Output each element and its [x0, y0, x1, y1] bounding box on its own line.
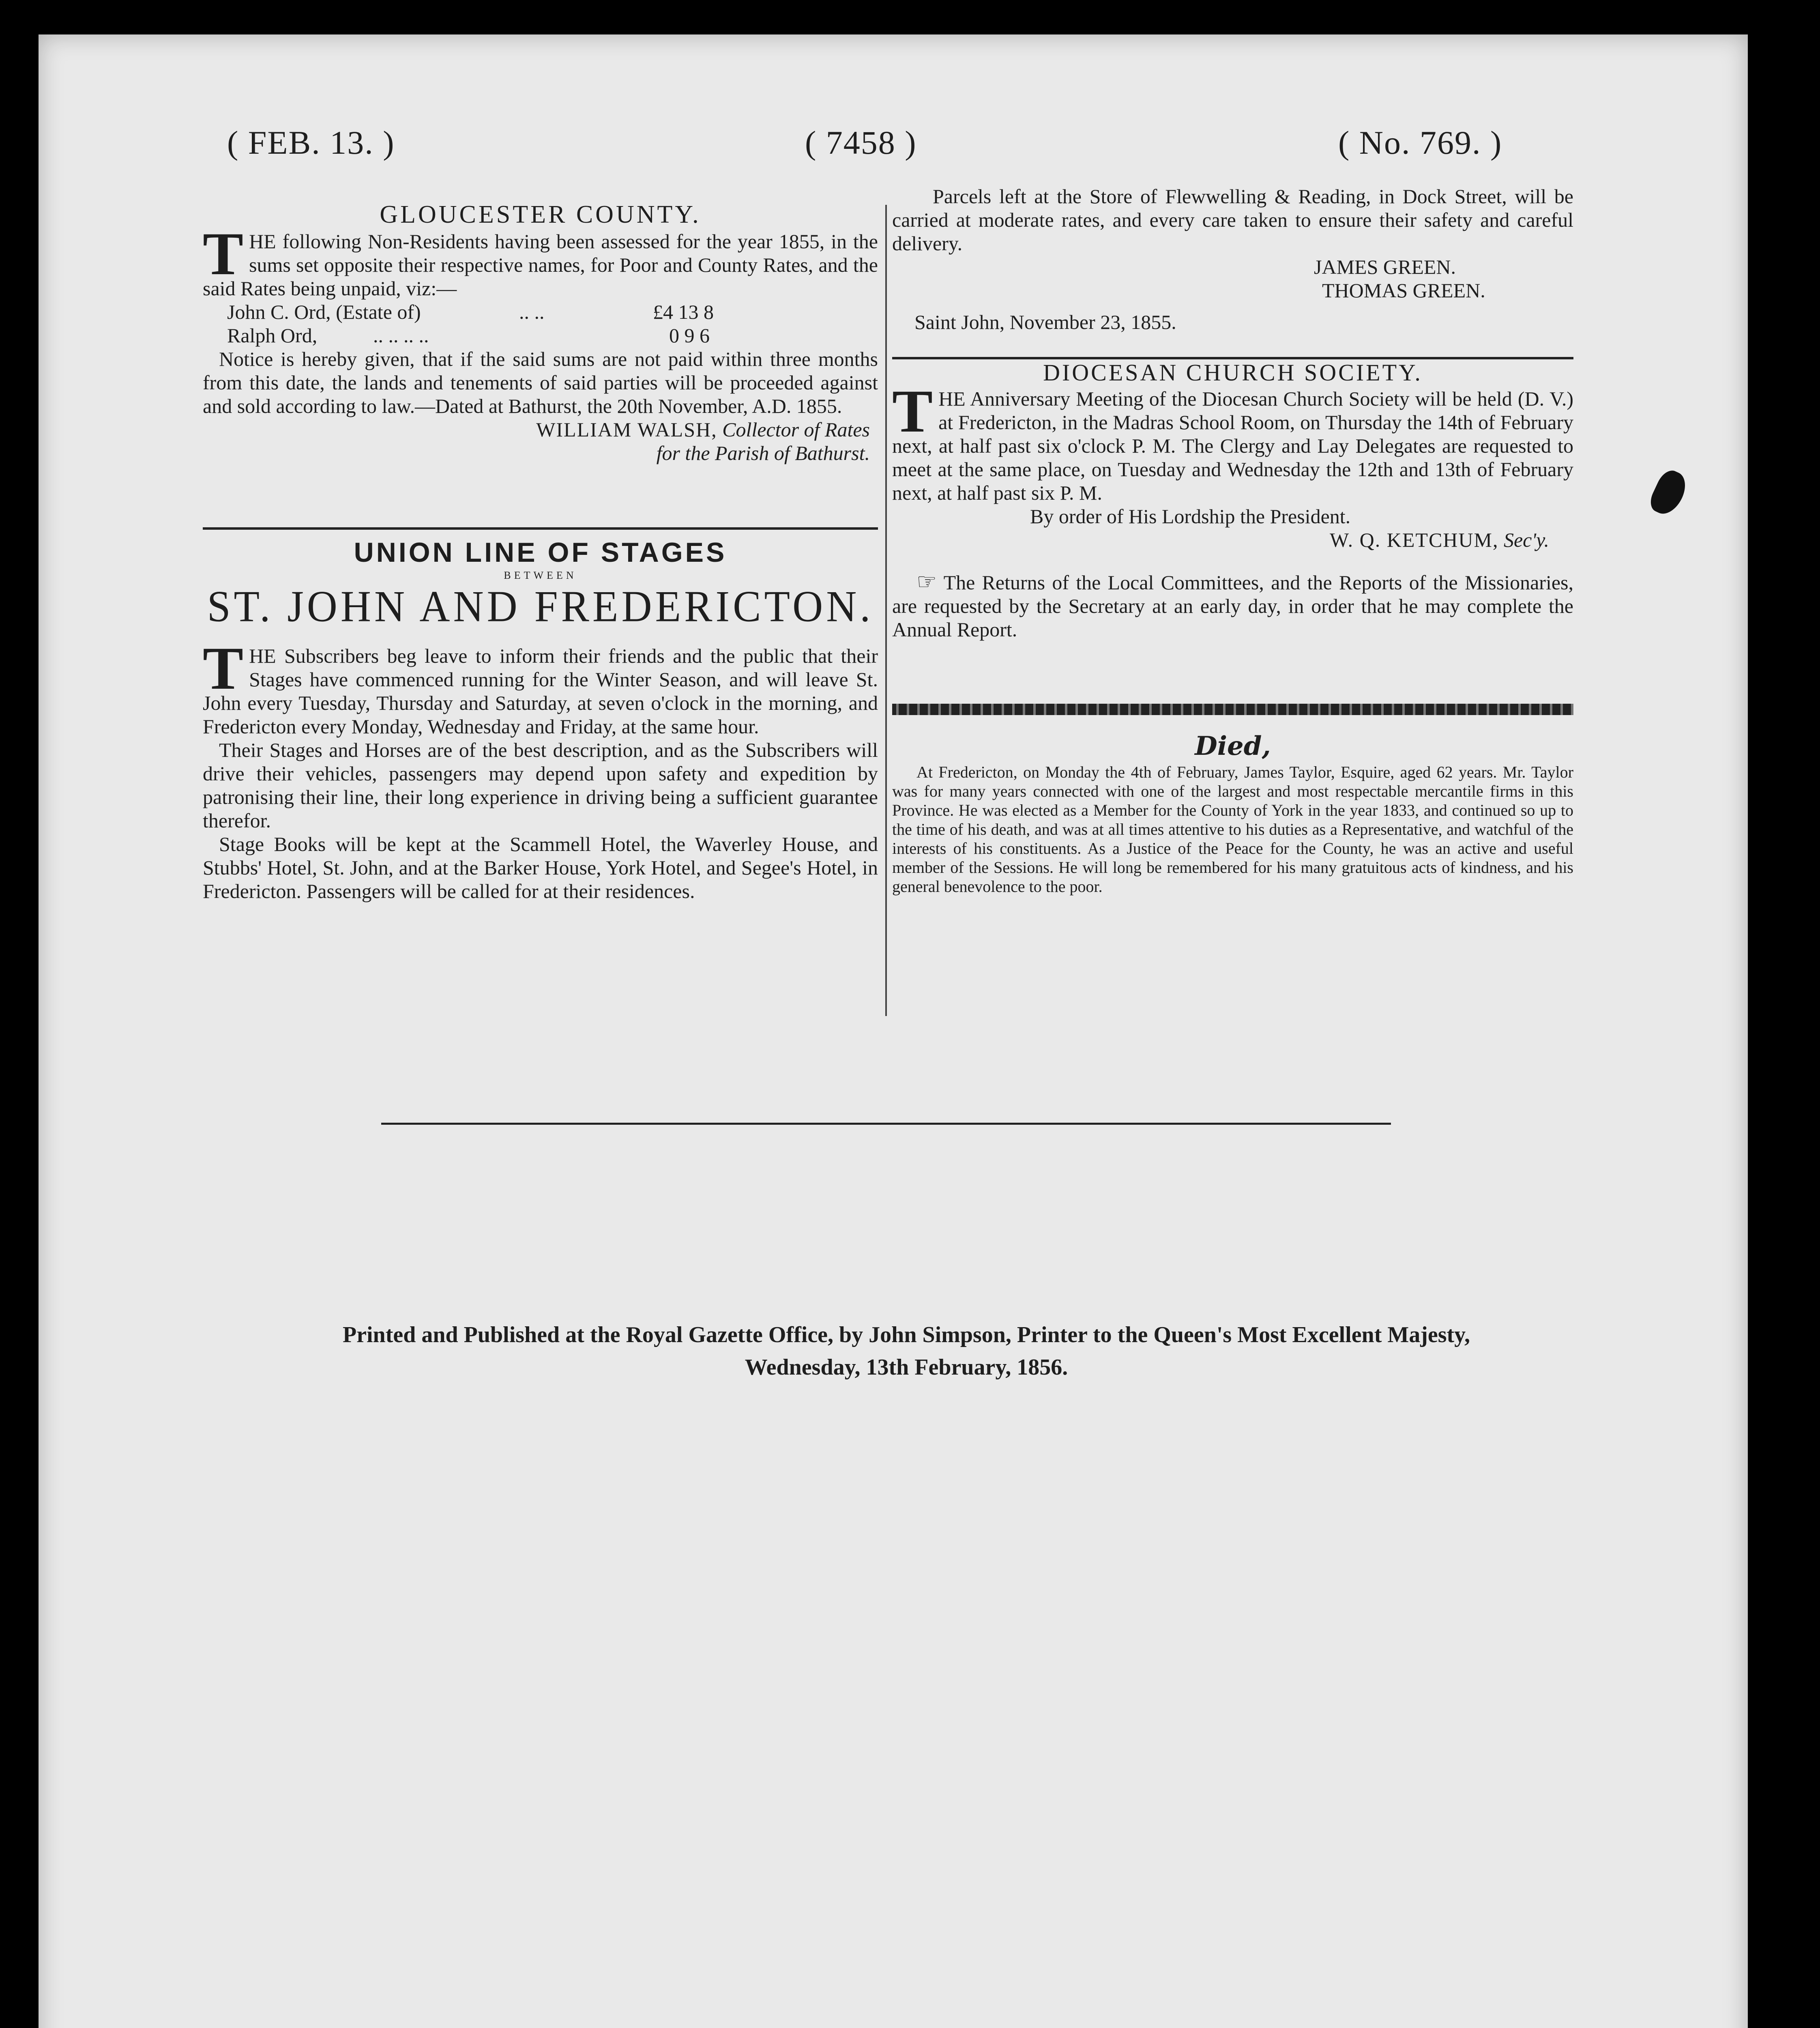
diocesan-title: DIOCESAN CHURCH SOCIETY. [1043, 359, 1423, 386]
gloucester-intro [203, 220, 878, 300]
stages-p1-text: HE Subscribers beg leave to inform their friends and the public that their Stages have commenced running for the Winter Season, and will leave St. John every Tuesday, Thursday and Saturday, at seven o'clock in the morning, and Fredericton every Monday, Wednesday and Friday, at the same hour. [203, 644, 878, 738]
signer-name: WILLIAM WALSH, [536, 418, 717, 441]
section-rule [203, 527, 878, 530]
diocesan-body: HE Anniversary Meeting of the Diocesan Church Society will be held (D. V.) at Fredericton, in the Madras School Room, on Thursday the 14th of February next, at half past six o'clock P. M. The Clergy and Lay Delegates are requested to meet at the same place, on Tuesday and Wednesday the 12th and 13th of February next, at half past six P. M. [892, 387, 1573, 504]
diocesan-notice [892, 361, 1573, 641]
signer-parish: for the Parish of Bathurst. [656, 442, 870, 464]
column-divider [885, 205, 887, 1016]
rate-amount: 0 9 6 [669, 324, 710, 347]
died-text: At Fredericton, on Monday the 4th of February, James Taylor, Esquire, aged 62 years. Mr. Taylor was for many years connected with one of the largest and most respectable mercantile firms in this Province. He was elected as a Member for the County of York in the year 1833, and continued so up to the time of his death, and was at all times attentive to his duties as a Representative, and watchful of the interests of his constituents. As a Justice of the Peace for the County, he was an active and useful member of the Sessions. He will long be remembered for his many gratuitous acts of kindness, and his general benevolence to the poor. [892, 763, 1573, 896]
gloucester-title: GLOUCESTER COUNTY. [380, 201, 701, 228]
diocesan-order: By order of His Lordship the President. [1030, 505, 1351, 528]
ornamental-rule [892, 704, 1573, 715]
rate-row-john [203, 300, 878, 324]
returns-notice [892, 570, 1573, 641]
stages-route: ST. JOHN AND FREDERICTON. [207, 582, 874, 631]
rate-amount: £4 13 8 [653, 301, 714, 323]
page-end-rule [381, 1123, 1391, 1125]
stages-between: BETWEEN [504, 569, 577, 581]
drop-cap: T [892, 378, 933, 445]
parcels-name2: THOMAS GREEN. [1322, 279, 1485, 302]
page-number: ( 7458 ) [805, 124, 917, 161]
rate-name: Ralph Ord, [227, 324, 318, 347]
gloucester-notice [203, 203, 878, 465]
stages-p3: Stage Books will be kept at the Scammell Hotel, the Waverley House, and Stubbs' Hotel, St. John, and at the Barker House, York Hotel, and Segee's Hotel, in Fredericton. Passengers will be called for at their residences. [203, 833, 878, 902]
parcels-notice [892, 185, 1573, 334]
issue-date: ( FEB. 13. ) [227, 124, 395, 161]
diocesan-signer [892, 528, 1573, 552]
stages-advert [203, 535, 878, 903]
rate-leader: .. .. .. .. [373, 324, 429, 347]
rate-name: John C. Ord, (Estate of) [227, 301, 421, 323]
parcels-text: Parcels left at the Store of Flewwelling & Reading, in Dock Street, will be carried at moderate rates, and every care taken to ensure their safety and careful delivery. [892, 185, 1573, 255]
stages-title: UNION LINE OF STAGES [354, 537, 727, 568]
gloucester-intro-text: HE following Non-Residents having been assessed for the year 1855, in the sums set opposite their respective names, for Poor and County Rates, and the said Rates being unpaid, viz:— [203, 230, 878, 300]
gloucester-notice-text: Notice is hereby given, that if the said sums are not paid within three months from this date, the lands and tenements of said parties will be proceeded against and sold according to law.—Dated at Bathurst, the 20th November, A.D. 1855. [203, 348, 878, 417]
parcels-name1: JAMES GREEN. [1314, 256, 1456, 278]
drop-cap: T [203, 635, 244, 702]
signer-role: Sec'y. [1503, 528, 1549, 551]
obituary [892, 730, 1573, 896]
returns-text: The Returns of the Local Committees, and the Reports of the Missionaries, are requested by the Secretary at an early day, in order that he may complete the Annual Report. [892, 571, 1573, 641]
parcels-dateline: Saint John, November 23, 1855. [914, 311, 1176, 333]
diocesan-text [892, 378, 1573, 505]
died-heading: Died, [1195, 731, 1271, 761]
stages-p1 [203, 635, 878, 738]
issue-number: ( No. 769. ) [1338, 124, 1502, 161]
pointing-hand-icon: ☞ [916, 569, 937, 595]
signer-role: Collector of Rates [722, 418, 870, 441]
imprint-line1: Printed and Published at the Royal Gazette Office, by John Simpson, Printer to the Queen's Most Excellent Majesty, [342, 1322, 1470, 1347]
imprint-line2: Wednesday, 13th February, 1856. [745, 1355, 1068, 1380]
signer-name: W. Q. KETCHUM, [1330, 528, 1499, 551]
rate-leader: .. .. [519, 301, 545, 323]
rate-row-ralph [203, 324, 878, 347]
gloucester-signer [203, 418, 878, 441]
drop-cap: T [203, 220, 244, 288]
stages-p2: Their Stages and Horses are of the best description, and as the Subscribers will drive their vehicles, passengers may depend upon safety and expedition by patronising their line, their long experience in driving being a sufficient guarantee therefor. [203, 739, 878, 832]
